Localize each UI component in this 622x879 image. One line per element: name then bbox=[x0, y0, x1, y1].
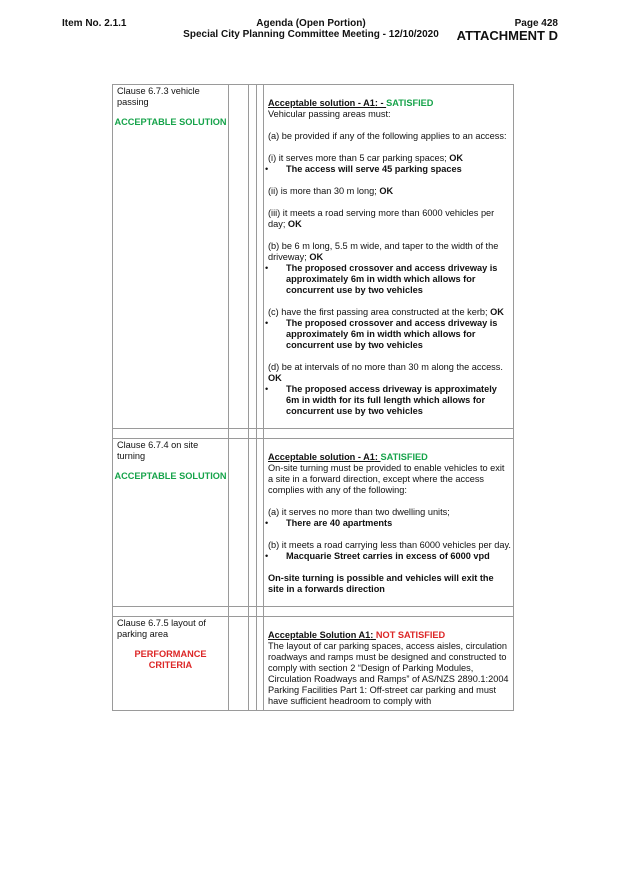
note-bullet: • There are 40 apartments bbox=[268, 518, 511, 529]
clause-title: Clause 6.7.5 layout of parking area bbox=[117, 618, 206, 639]
result-badge: SATISFIED bbox=[386, 98, 434, 108]
note-bullet: • The access will serve 45 parking spaces bbox=[268, 164, 511, 175]
result-badge: NOT SATISFIED bbox=[375, 630, 446, 640]
criterion-a: (a) it serves no more than two dwelling units; bbox=[268, 507, 450, 517]
criterion-iii: (iii) it meets a road serving more than 6000 vehicles per day; OK bbox=[268, 208, 495, 229]
attachment-label: ATTACHMENT D bbox=[456, 28, 558, 43]
result-badge: SATISFIED bbox=[380, 452, 428, 462]
criterion-d-ok: OK bbox=[268, 373, 282, 383]
page-number: Page 428 bbox=[514, 18, 558, 29]
note-bullet: • The proposed access driveway is approximately 6m in width for its full length which allows for concurrent use by two vehicles bbox=[268, 384, 511, 417]
clause-title: Clause 6.7.4 on site turning bbox=[117, 440, 199, 461]
assessment-table bbox=[112, 84, 514, 711]
clause-title: Clause 6.7.3 vehicle passing bbox=[117, 86, 200, 107]
assessment-cell bbox=[264, 617, 514, 711]
clause-row bbox=[113, 85, 514, 429]
spacer-row bbox=[113, 429, 514, 439]
assessment-cell bbox=[264, 85, 514, 429]
clause-status: ACCEPTABLE SOLUTION bbox=[114, 117, 227, 127]
clause-cell bbox=[113, 85, 229, 429]
criterion-ii: (ii) is more than 30 m long; OK bbox=[268, 186, 394, 196]
page-info bbox=[457, 18, 558, 43]
intro-text: Vehicular passing areas must: bbox=[268, 109, 391, 119]
criterion-a: (a) be provided if any of the following applies to an access: bbox=[268, 131, 507, 141]
clause-cell bbox=[113, 439, 229, 607]
clause-row bbox=[113, 439, 514, 607]
meeting-label: Special City Planning Committee Meeting - 12/10/2020 bbox=[183, 29, 439, 40]
solution-heading: Acceptable solution - A1: - bbox=[268, 98, 387, 108]
clause-status: PERFORMANCE CRITERIA bbox=[134, 649, 207, 670]
intro-text: The layout of car parking spaces, access aisles, circulation roadways and ramps must be designed and constructed to comply with section 2 “Design of Parking Modules, Circulation Roadways and Ramps” of AS/NZS 2890.1:2004 Parking Facilities Part 1: Off-street car parking and must have sufficient headroom to comply with bbox=[268, 641, 509, 706]
clause-cell bbox=[113, 617, 229, 711]
criterion-c: (c) have the first passing area constructed at the kerb; OK bbox=[268, 307, 504, 317]
criterion-d: (d) be at intervals of no more than 30 m along the access. bbox=[268, 362, 503, 372]
solution-heading: Acceptable solution - A1: bbox=[268, 452, 381, 462]
clause-row bbox=[113, 617, 514, 711]
assessment-cell bbox=[264, 439, 514, 607]
intro-text: On-site turning must be provided to enable vehicles to exit a site in a forward direction, except where the access complies with any of the following: bbox=[268, 463, 505, 495]
spacer-row bbox=[113, 607, 514, 617]
note-bullet: • The proposed crossover and access driveway is approximately 6m in width which allows for concurrent use by two vehicles bbox=[268, 318, 511, 351]
clause-status: ACCEPTABLE SOLUTION bbox=[114, 471, 227, 481]
agenda-label: Agenda (Open Portion) bbox=[256, 18, 366, 29]
note-bullet: • Macquarie Street carries in excess of 6000 vpd bbox=[268, 551, 511, 562]
note-bullet: • The proposed crossover and access driveway is approximately 6m in width which allows for concurrent use by two vehicles bbox=[268, 263, 511, 296]
item-number: Item No. 2.1.1 bbox=[62, 18, 127, 29]
criterion-b: (b) it meets a road carrying less than 6000 vehicles per day. bbox=[268, 540, 511, 550]
criterion-i: (i) it serves more than 5 car parking spaces; OK bbox=[268, 153, 464, 163]
solution-heading: Acceptable Solution A1: bbox=[268, 630, 376, 640]
conclusion-text: On-site turning is possible and vehicles will exit the site in a forwards direction bbox=[268, 573, 494, 594]
criterion-b: (b) be 6 m long, 5.5 m wide, and taper to the width of the driveway; OK bbox=[268, 241, 499, 262]
